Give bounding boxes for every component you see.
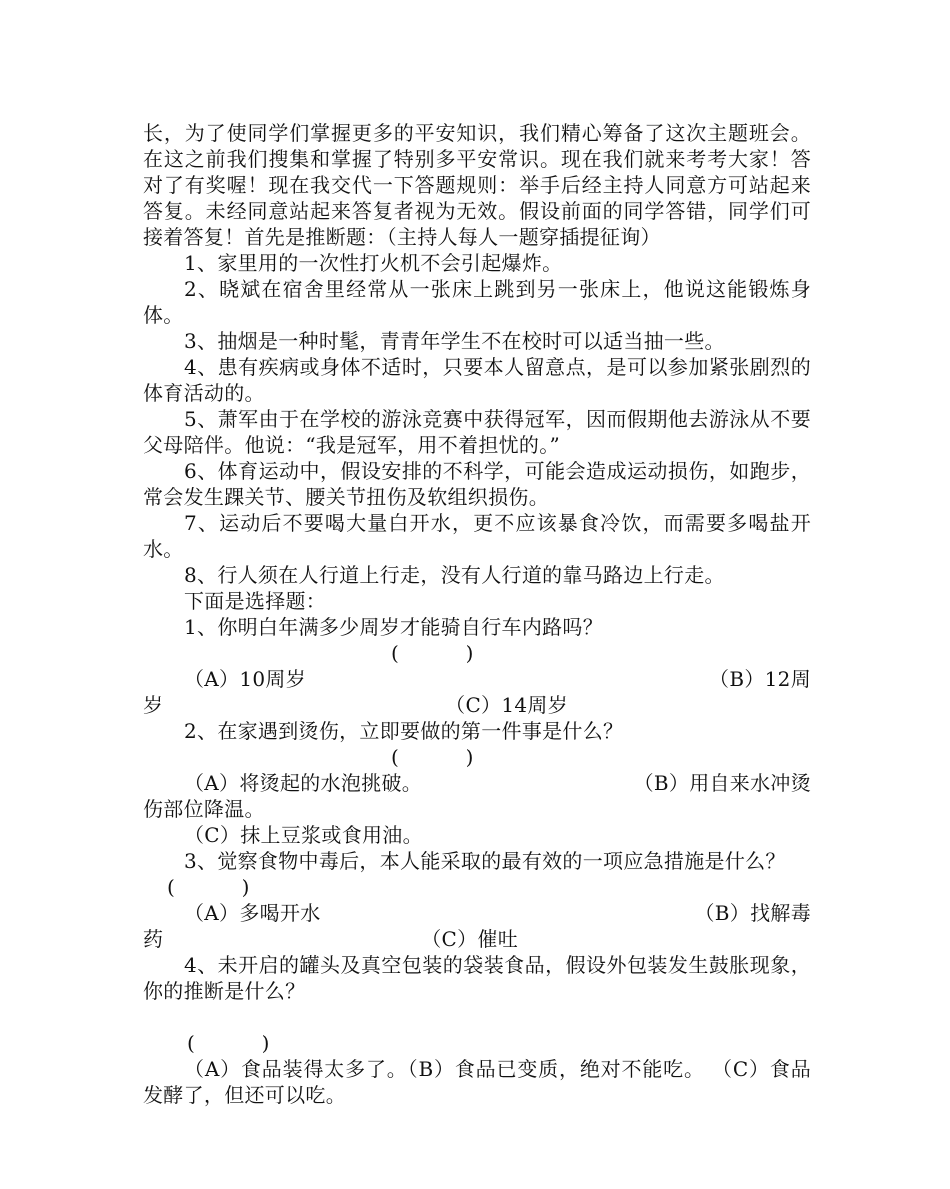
choice-question-4: 4、未开启的罐头及真空包装的袋装食品，假设外包装发生鼓胀现象，你的推断是什么？ <box>143 953 811 1003</box>
option-c: （C）抹上豆浆或食用油。 <box>184 823 423 847</box>
option-c: （C）催吐 <box>421 927 518 951</box>
option-a: （A）10周岁 <box>184 667 306 691</box>
option-b: （B）用自来水冲烫 <box>633 771 811 795</box>
judgement-question-5: 5、萧军由于在学校的游泳竞赛中获得冠军，因而假期他去游泳从不要父母陪伴。他说：“我是冠军，用不着担忧的。” <box>143 407 811 457</box>
choice-options-4: （A）食品装得太多了。（B）食品已变质，绝对不能吃。 （C）食品发酵了，但还可以吃。 <box>143 1057 811 1107</box>
answer-blank-1: ( ) <box>391 641 474 665</box>
document-body <box>143 120 811 1108</box>
answer-blank-3: ( ) <box>167 875 250 899</box>
judgement-question-8: 8、行人须在人行道上行走，没有人行道的靠马路边上行走。 <box>184 563 725 587</box>
judgement-question-4: 4、患有疾病或身体不适时，只要本人留意点，是可以参加紧张剧烈的体育活动的。 <box>143 355 811 405</box>
option-b: （B）12周 <box>709 667 811 691</box>
option-c: （C）14周岁 <box>445 693 568 717</box>
choice-options-3 <box>143 900 811 926</box>
answer-blank-4: ( ) <box>187 1031 270 1055</box>
choice-question-2: 2、在家遇到烫伤，立即要做的第一件事是什么？ <box>184 719 624 743</box>
option-a: （A）将烫起的水泡挑破。 <box>184 771 423 795</box>
judgement-question-1: 1、家里用的一次性打火机不会引起爆炸。 <box>184 251 563 275</box>
judgement-question-2: 2、晓斌在宿舍里经常从一张床上跳到另一张床上，他说这能锻炼身体。 <box>143 277 811 327</box>
choice-heading: 下面是选择题： <box>184 589 327 613</box>
option-a: （A）多喝开水 <box>184 901 321 925</box>
choice-options-2 <box>143 770 811 796</box>
choice-question-1: 1、你明白年满多少周岁才能骑自行车内路吗？ <box>184 615 604 639</box>
judgement-question-7: 7、运动后不要喝大量白开水，更不应该暴食冷饮，而需要多喝盐开水。 <box>143 511 811 561</box>
choice-question-3: 3、觉察食物中毒后，本人能采取的最有效的一项应急措施是什么？ <box>184 849 786 873</box>
option-b-cont: 药 <box>143 927 164 951</box>
choice-options-1-cont <box>143 692 811 718</box>
intro-paragraph: 长，为了使同学们掌握更多的平安知识，我们精心筹备了这次主题班会。在这之前我们搜集和掌握了特别多平安常识。现在我们就来考考大家！答对了有奖喔！现在我交代一下答题规则：举手后经主持人同意方可站起来答复。未经同意站起来答复者视为无效。假设前面的同学答错，同学们可接着答复！首先是推断题：（主持人每人一题穿插提征询） <box>143 121 811 249</box>
judgement-question-3: 3、抽烟是一种时髦，青青年学生不在校时可以适当抽一些。 <box>184 329 725 353</box>
choice-options-3-cont <box>143 926 811 952</box>
option-b-cont: 岁 <box>143 693 164 717</box>
judgement-question-6: 6、体育运动中，假设安排的不科学，可能会造成运动损伤，如跑步，常会发生踝关节、腰关节扭伤及软组织损伤。 <box>143 459 811 509</box>
option-b-cont: 伤部位降温。 <box>143 797 265 821</box>
answer-blank-2: ( ) <box>391 745 474 769</box>
choice-options-1 <box>143 666 811 692</box>
option-b: （B）找解毒 <box>694 901 811 925</box>
spacer <box>143 1004 811 1030</box>
